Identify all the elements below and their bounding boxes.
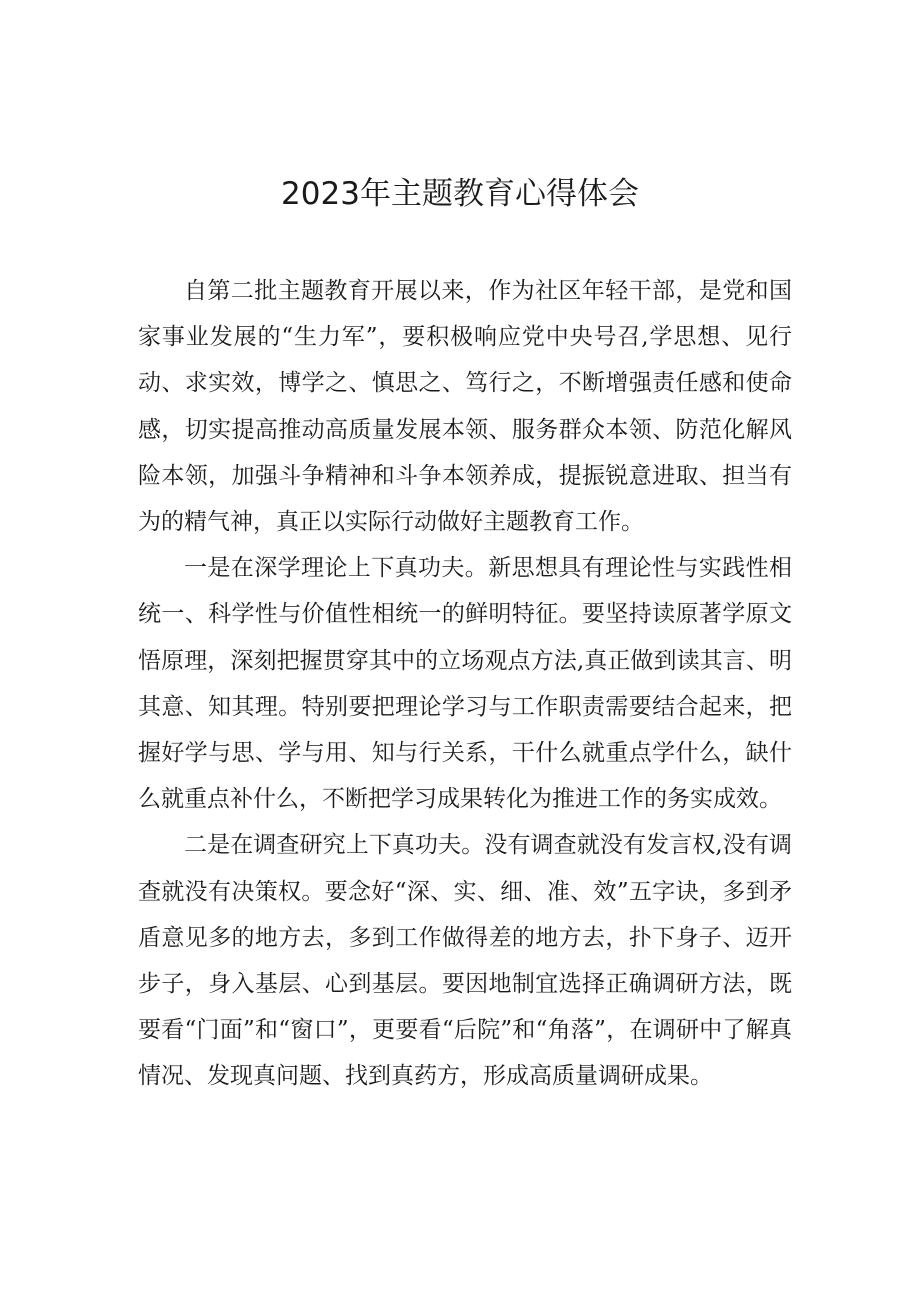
paragraph-theory: 一是在深学理论上下真功夫。新思想具有理论性与实践性相统一、科学性与价值性相统一的鲜明特征。要坚持读原著学原文悟原理，深刻把握贯穿其中的立场观点方法,真正做到读其言、明其意、知其理。特别要把理论学习与工作职责需要结合起来，把握好学与思、学与用、知与行关系，干什么就重点学什么，缺什么就重点补什么，不断把学习成果转化为推进工作的务实成效。 — [138, 555, 792, 813]
paragraph-intro: 自第二批主题教育开展以来，作为社区年轻干部，是党和国家事业发展的“生力军”，要积极响应党中央号召,学思想、见行动、求实效，博学之、慎思之、笃行之，不断增强责任感和使命感，切实提高推动高质量发展本领、服务群众本领、防范化解风险本领，加强斗争精神和斗争本领养成，提振锐意进取、担当有为的精气神，真正以实际行动做好主题教育工作。 — [138, 278, 792, 536]
document-title: 2023年主题教育心得体会 — [281, 176, 639, 212]
document-body — [138, 268, 792, 1100]
paragraph-research: 二是在调查研究上下真功夫。没有调查就没有发言权,没有调查就没有决策权。要念好“深、实、细、准、效”五字诀，多到矛盾意见多的地方去，多到工作做得差的地方去，扑下身子、迈开步子，身入基层、心到基层。要因地制宜选择正确调研方法，既要看“门面”和“窗口”，更要看“后院”和“角落”，在调研中了解真情况、发现真问题、找到真药方，形成高质量调研成果。 — [138, 832, 792, 1090]
